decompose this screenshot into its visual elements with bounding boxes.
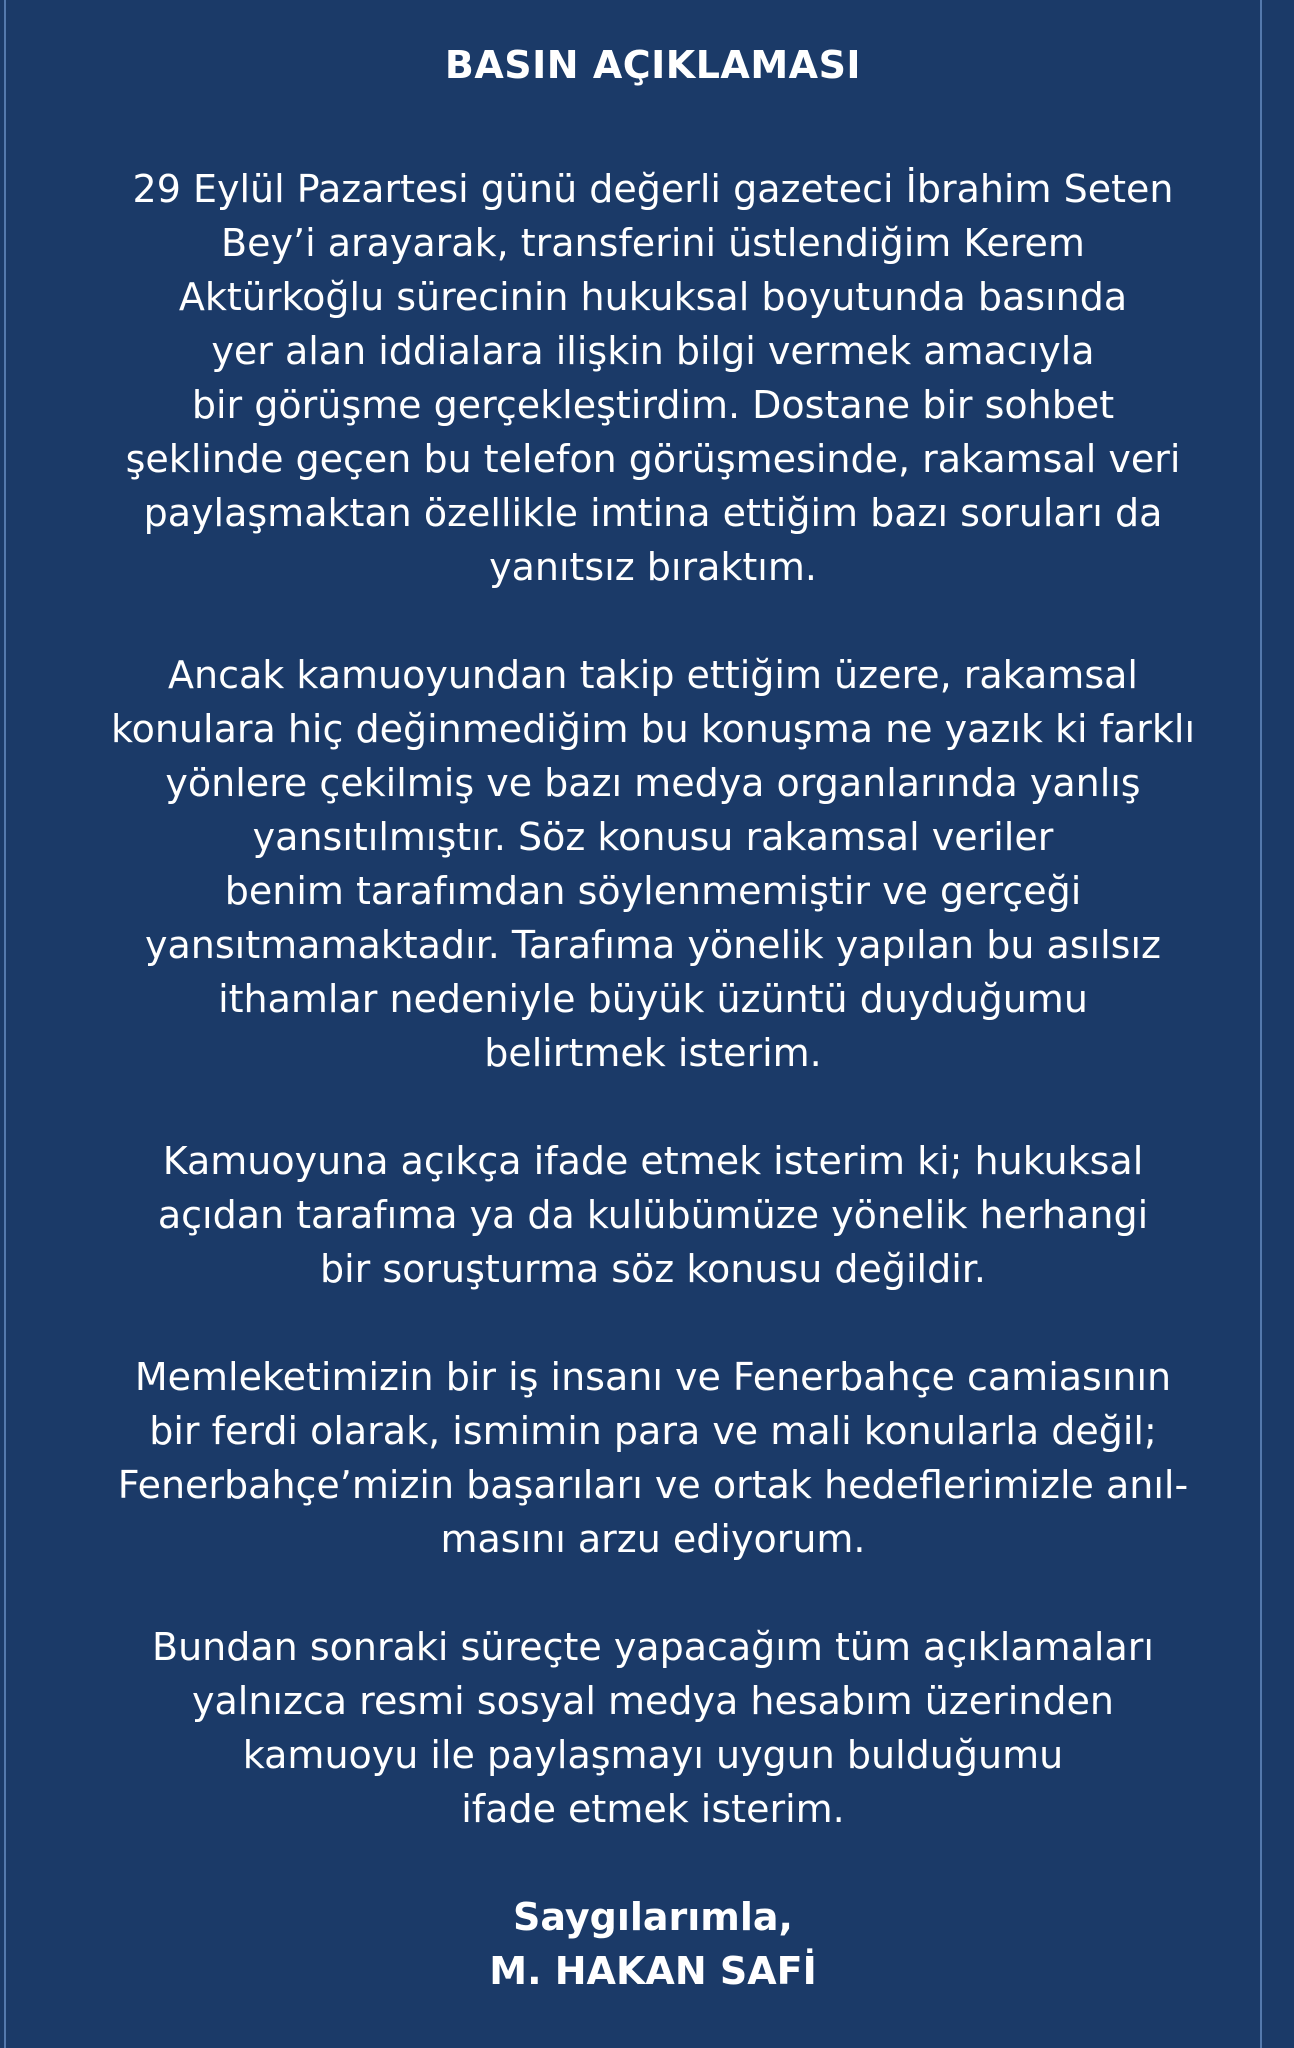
paragraph-line: Aktürkoğlu sürecinin hukuksal boyutunda basında <box>178 275 1128 319</box>
paragraph-line: bir görüşme gerçekleştirdim. Dostane bir sohbet <box>191 383 1115 427</box>
paragraph-line: Fenerbahçe’mizin başarıları ve ortak hedeflerimizle anıl- <box>117 1463 1189 1507</box>
paragraph-line: paylaşmaktan özellikle imtina ettiğim bazı soruları da <box>143 491 1163 535</box>
paragraph-line: 29 Eylül Pazartesi günü değerli gazeteci İbrahim Seten <box>132 167 1174 211</box>
paragraph-line: Bey’i arayarak, transferini üstlendiğim Kerem <box>221 221 1085 265</box>
paragraph-line: yer alan iddialara ilişkin bilgi vermek amacıyla <box>211 329 1095 373</box>
paragraph-line: yansıtılmıştır. Söz konusu rakamsal veriler <box>252 815 1054 859</box>
paragraph-line: masını arzu ediyorum. <box>440 1517 866 1561</box>
paragraph-3 <box>40 1134 1266 1296</box>
paragraph-line: şeklinde geçen bu telefon görüşmesinde, rakamsal veri <box>125 437 1181 481</box>
paragraph-line: Memleketimizin bir iş insanı ve Fenerbahçe camiasının <box>134 1355 1172 1399</box>
frame-border-left <box>4 0 6 2048</box>
paragraph-line: bir ferdi olarak, ismimin para ve mali konularla değil; <box>149 1409 1157 1453</box>
paragraph-line: benim tarafımdan söylenmemiştir ve gerçeği <box>224 869 1082 913</box>
paragraph-line: kamuoyu ile paylaşmayı uygun bulduğumu <box>242 1733 1064 1777</box>
paragraph-4 <box>40 1350 1266 1566</box>
paragraph-line: yönlere çekilmiş ve bazı medya organlarında yanlış <box>165 761 1141 805</box>
signature-block <box>40 1890 1266 1998</box>
paragraph-line: ithamlar nedeniyle büyük üzüntü duyduğumu <box>218 977 1088 1021</box>
paragraph-line: Bundan sonraki süreçte yapacağım tüm açıklamaları <box>152 1625 1154 1669</box>
paragraph-line: Kamuoyuna açıkça ifade etmek isterim ki; hukuksal <box>162 1139 1144 1183</box>
paragraph-line: yalnızca resmi sosyal medya hesabım üzerinden <box>191 1679 1114 1723</box>
paragraph-line: bir soruşturma söz konusu değildir. <box>320 1247 986 1291</box>
paragraph-2 <box>40 648 1266 1080</box>
paragraph-line: yansıtmamaktadır. Tarafıma yönelik yapılan bu asılsız <box>145 923 1161 967</box>
paragraph-line: Ancak kamuoyundan takip ettiğim üzere, rakamsal <box>168 653 1138 697</box>
paragraph-line: yanıtsız bıraktım. <box>489 545 817 589</box>
signoff: Saygılarımla, <box>513 1895 793 1939</box>
paragraph-line: açıdan tarafıma ya da kulübümüze yönelik herhangi <box>157 1193 1149 1237</box>
press-release <box>40 0 1266 1998</box>
paragraph-5 <box>40 1620 1266 1836</box>
paragraph-line: konulara hiç değinmediğim bu konuşma ne yazık ki farklı <box>110 707 1196 751</box>
paragraph-1 <box>40 162 1266 594</box>
press-release-title: BASIN AÇIKLAMASI <box>444 43 862 87</box>
paragraph-line: ifade etmek isterim. <box>461 1787 845 1831</box>
paragraph-line: belirtmek isterim. <box>484 1031 822 1075</box>
signature-name: M. HAKAN SAFİ <box>489 1949 817 1993</box>
